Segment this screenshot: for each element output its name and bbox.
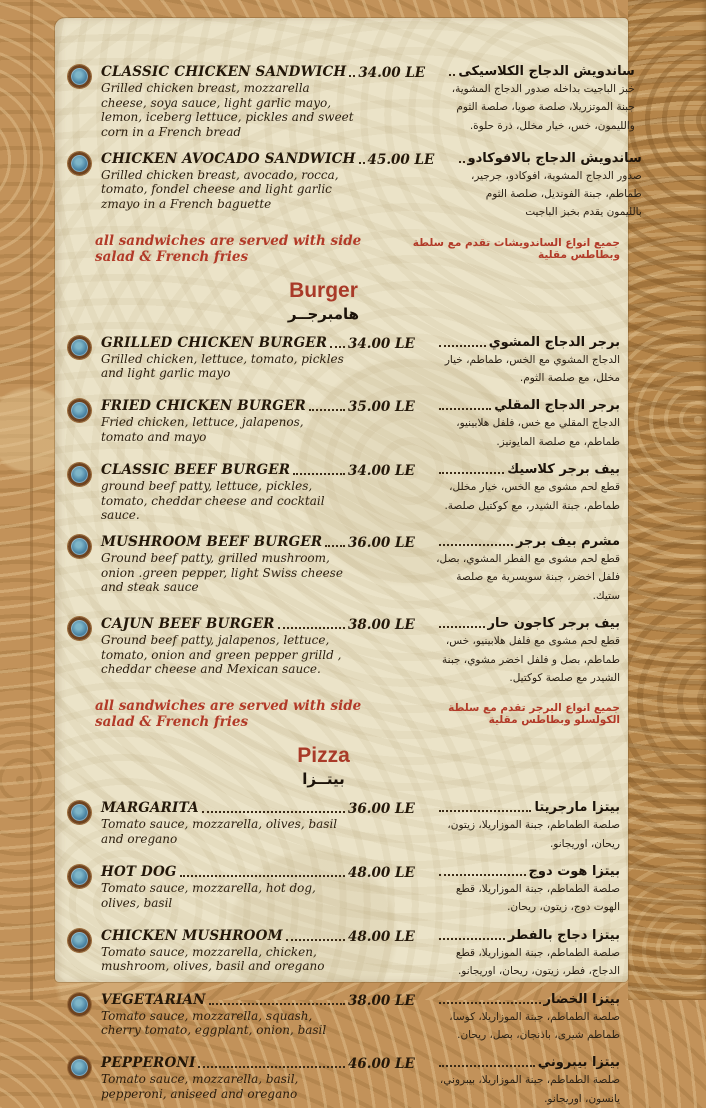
dotted-leader [349, 75, 355, 77]
item-description-en: Grilled chicken breast, mozzarella cheese, soya sauce, light garlic mayo, lemon, iceberg lettuce, pickles and sweet corn in a French bread [101, 81, 354, 139]
item-name-ar: بيف برجر كاجون حار [487, 616, 620, 632]
item-english-block [101, 151, 368, 212]
menu-item [67, 150, 642, 222]
item-english-block [101, 928, 348, 974]
item-price: 34.00 LE [358, 65, 426, 81]
item-english-block [101, 1055, 348, 1101]
menu-item [67, 64, 635, 140]
item-english-block [101, 864, 348, 910]
item-price: 48.00 LE [348, 928, 415, 945]
item-description-en: Tomato sauce, mozzarella, olives, basil and oregano [101, 817, 338, 846]
item-description-en: Ground beef patty, jalapenos, lettuce, tomato, onion and green pepper grilld , cheddar cheese and Mexican sauce. [101, 633, 342, 677]
dotted-leader [439, 874, 526, 876]
item-name-en: GRILLED CHICKEN BURGER [101, 334, 328, 351]
item-description-en: Grilled chicken, lettuce, tomato, pickles and light garlic mayo [101, 351, 344, 381]
item-arabic-block [436, 1055, 620, 1108]
medallion-bullet-icon [68, 993, 91, 1016]
dotted-leader [309, 409, 345, 411]
item-price: 48.00 LE [348, 865, 415, 881]
medallion-bullet-icon [68, 865, 91, 888]
menu-panel [55, 18, 642, 1105]
item-name-ar: بيف برجر كلاسيك [507, 462, 620, 478]
item-description-en: Ground beef patty, grilled mushroom, onion .green pepper, light Swiss cheese and steak sauce [101, 551, 343, 595]
item-english-block [101, 992, 348, 1038]
item-name-en: CAJUN BEEF BURGER [101, 616, 275, 633]
item-description-ar: خبز الباجيت بداخله صدور الدجاج المشوية، جبنة الموتزريلا، صلصة صويا، صلصة الثوم والليمون، خس، خيار مخلل، ذرة حلوة. [451, 83, 635, 132]
item-description-ar: صلصة الطماطم، جبنة الموزاريلا، كوسا، طماطم شيرى، باذنجان، بصل، ريحان. [449, 1010, 620, 1041]
dotted-leader [439, 1002, 541, 1004]
dotted-leader [180, 875, 345, 877]
menu-item [67, 534, 620, 605]
item-description-ar: الدجاج المقلي مع خس، فلفل هلابينيو، طماطم، مع صلصة المايونيز. [456, 417, 620, 448]
dotted-leader [330, 346, 345, 348]
item-name-en: CLASSIC BEEF BURGER [101, 462, 291, 479]
item-english-block [101, 616, 348, 677]
section-title-en: Pizza [297, 744, 350, 768]
menu-item [67, 462, 620, 523]
item-name-en: MARGARITA [101, 800, 199, 817]
medallion-bullet-icon [68, 617, 91, 640]
item-name-ar: ساندويش الدجاج الكلاسيكى [458, 64, 635, 79]
menu-item [67, 800, 620, 853]
medallion-bullet-icon [68, 65, 91, 88]
section-note [95, 233, 620, 265]
medallion-bullet-icon [68, 152, 91, 175]
item-name-en: VEGETARIAN [101, 991, 206, 1008]
item-english-block [101, 534, 348, 595]
item-name-en: CHICKEN MUSHROOM [101, 927, 283, 944]
menu-item [67, 864, 620, 917]
dotted-leader [439, 626, 485, 628]
item-description-ar: صلصة الطماطم، جبنة الموزاريلا، قطع الهوت دوج، زيتون، ريحان. [455, 883, 620, 914]
item-arabic-block [436, 992, 620, 1045]
note-text-en: all sandwiches are served with side salad & French fries [95, 232, 362, 265]
item-price: 36.00 LE [348, 801, 415, 818]
dotted-leader [439, 408, 491, 410]
note-text-en: all sandwiches are served with side salad & French fries [95, 698, 362, 731]
section-title-ar: هامبرجــر [287, 304, 360, 323]
item-price: 38.00 LE [348, 992, 415, 1009]
item-name-en: MUSHROOM BEEF BURGER [101, 534, 323, 550]
item-english-block [101, 64, 358, 140]
medallion-bullet-icon [68, 929, 91, 952]
item-description-en: Tomato sauce, mozzarella, squash, cherry tomato, eggplant, onion, basil [101, 1008, 327, 1038]
item-arabic-block [436, 462, 620, 515]
dotted-leader [459, 161, 465, 163]
item-arabic-block [436, 616, 620, 687]
item-arabic-block [436, 335, 620, 388]
dotted-leader [439, 938, 505, 940]
item-name-ar: مشرم بيف برجر [515, 534, 620, 549]
medallion-bullet-icon [68, 535, 91, 558]
item-description-ar: صلصة الطماطم، جبنة الموزاريلا، بيبروني، يانسون، اوريجانو. [439, 1074, 620, 1105]
section-title-ar: بيتــزا [302, 770, 345, 789]
note-text-ar: جميع انواع الساندويشات تقدم مع سلطة وبطاطس مقلية [412, 236, 620, 261]
dotted-leader [439, 544, 513, 546]
item-description-ar: صلصة الطماطم، جبنة الموزاريلا، قطع الدجاج، فطر، زيتون، ريحان، اوريجانو. [455, 946, 620, 978]
item-price: 34.00 LE [348, 463, 415, 480]
item-price: 38.00 LE [348, 617, 415, 634]
item-description-ar: صلصة الطماطم، جبنة الموزاريلا، زيتون، ريحان، اوريجانو. [447, 819, 620, 850]
item-name-ar: برجر الدجاج المقلي [494, 398, 620, 414]
item-description-ar: قطع لحم مشوى مع فلفل هلابينيو، خس، طماطم، بصل و فلفل اخضر مشوي، جبنة الشيدر مع صلصة كوكتيل. [442, 635, 620, 684]
item-description-en: Tomato sauce, mozzarella, basil, pepperoni, aniseed and oregano [101, 1072, 299, 1101]
section-title-en: Burger [289, 278, 358, 302]
book-spine-crease [30, 0, 33, 1000]
menu-item [67, 335, 620, 388]
dotted-leader [439, 1065, 535, 1067]
item-name-ar: بيتزا هوت دوج [528, 864, 620, 879]
item-name-ar: بيتزا الخضار [543, 991, 620, 1007]
item-description-ar: قطع لحم مشوى مع الخس، خيار مخلل، طماطم، جبنة الشيدر، مع كوكتيل صلصة. [444, 481, 620, 512]
dotted-leader [286, 939, 345, 941]
item-price: 45.00 LE [367, 151, 435, 168]
section-header-burger [67, 279, 580, 323]
dotted-leader [439, 345, 486, 347]
item-price: 36.00 LE [348, 535, 415, 551]
item-description-en: Tomato sauce, mozzarella, chicken, mushroom, olives, basil and oregano [101, 944, 325, 974]
item-description-ar: صدور الدجاج المشوية، افوكادو، جرجير، طماطم، جبنة الفونديل، صلصة الثوم بالليمون يقدم بخبز الباجيت [471, 169, 642, 219]
medallion-bullet-icon [68, 801, 91, 824]
item-name-en: CHICKEN AVOCADO SANDWICH [101, 150, 356, 167]
item-name-en: FRIED CHICKEN BURGER [101, 398, 306, 415]
dotted-leader [202, 811, 345, 813]
dotted-leader [439, 810, 531, 812]
section-header-pizza [67, 744, 580, 788]
dotted-leader [439, 472, 504, 474]
item-description-ar: الدجاج المشوي مع الخس، طماطم، خيار مخلل، مع صلصة الثوم. [444, 353, 620, 384]
item-arabic-block [436, 928, 620, 981]
menu-item [67, 616, 620, 687]
item-price: 46.00 LE [348, 1056, 415, 1073]
item-description-ar: قطع لحم مشوى مع الفطر المشوي، بصل، فلفل اخضر، جبنة سويسرية مع صلصة ستيك. [436, 553, 620, 602]
item-price: 35.00 LE [348, 399, 415, 416]
item-description-en: Grilled chicken breast, avocado, rocca, tomato, fondel cheese and light garlic zmayo in a French baguette [101, 167, 339, 211]
section-note [95, 698, 620, 730]
dotted-leader [278, 627, 345, 629]
item-arabic-block [436, 534, 620, 605]
medallion-bullet-icon [68, 1056, 91, 1079]
item-description-en: ground beef patty, lettuce, pickles, tomato, cheddar cheese and cocktail sauce. [101, 479, 325, 523]
item-description-en: Fried chicken, lettuce, jalapenos, tomato and mayo [101, 415, 304, 444]
item-english-block [101, 335, 348, 381]
item-name-ar: بيتزا دجاج بالفطر [507, 927, 620, 943]
item-name-ar: برجر الدجاج المشوي [488, 334, 620, 350]
item-arabic-block [436, 398, 620, 451]
medallion-bullet-icon [68, 463, 91, 486]
menu-item [67, 992, 620, 1045]
item-arabic-block [446, 64, 634, 135]
item-arabic-block [436, 800, 620, 853]
item-price: 34.00 LE [348, 335, 415, 352]
item-name-en: CLASSIC CHICKEN SANDWICH [101, 64, 347, 80]
menu-item [67, 1055, 620, 1108]
dotted-leader [449, 74, 455, 76]
item-name-ar: بيتزا بيبروني [537, 1055, 620, 1071]
item-name-ar: ساندويش الدجاج بالافوكادو [467, 150, 642, 166]
note-text-ar: جميع انواع البرجر تقدم مع سلطة الكولسلو وبطاطس مقلية [448, 702, 620, 727]
item-name-en: HOT DOG [101, 864, 177, 880]
item-name-en: PEPPERONI [101, 1055, 196, 1072]
item-english-block [101, 800, 348, 846]
item-english-block [101, 462, 348, 523]
dotted-leader [209, 1003, 345, 1005]
menu-item [67, 928, 620, 981]
medallion-bullet-icon [68, 336, 91, 359]
menu-item [67, 398, 620, 451]
item-arabic-block [456, 151, 642, 222]
item-name-ar: بيتزا مارجريتا [534, 800, 620, 816]
dotted-leader [325, 545, 345, 547]
item-description-en: Tomato sauce, mozzarella, hot dog, olives, basil [101, 881, 316, 910]
item-arabic-block [436, 864, 620, 917]
dotted-leader [198, 1066, 345, 1068]
medallion-bullet-icon [68, 399, 91, 422]
dotted-leader [293, 473, 345, 475]
dotted-leader [359, 162, 365, 164]
item-english-block [101, 398, 348, 444]
